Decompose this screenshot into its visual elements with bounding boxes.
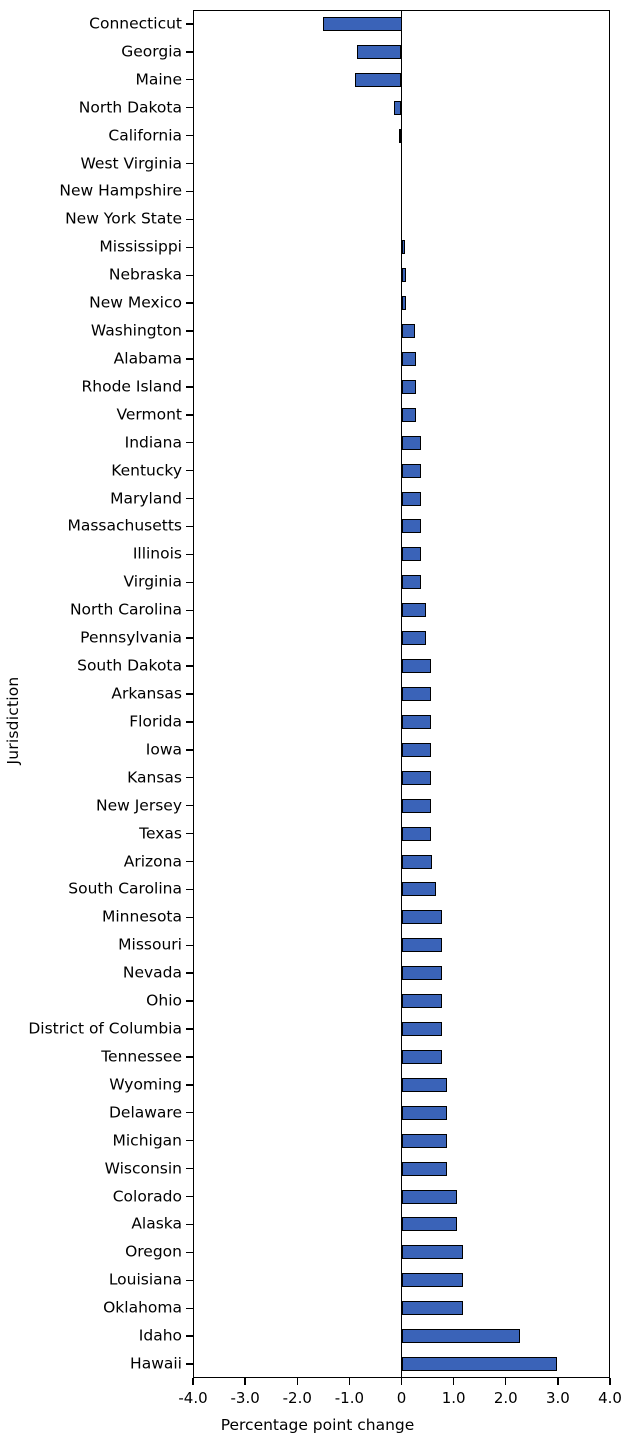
- y-tick: [186, 1084, 193, 1085]
- y-tick: [186, 498, 193, 499]
- bar: [402, 855, 432, 869]
- bar: [402, 938, 442, 952]
- y-tick: [186, 414, 193, 415]
- y-tick: [186, 1252, 193, 1253]
- y-tick: [186, 23, 193, 24]
- x-tick: [453, 1378, 454, 1385]
- y-axis-tick-label: Oregon: [125, 1242, 182, 1261]
- bar: [402, 1190, 458, 1204]
- y-axis-tick-label: Delaware: [108, 1103, 182, 1122]
- bar: [402, 743, 432, 757]
- y-axis-tick-label: Hawaii: [130, 1354, 182, 1373]
- y-axis-tick-label: New Hampshire: [59, 181, 182, 200]
- bar: [402, 687, 432, 701]
- y-tick: [186, 972, 193, 973]
- y-axis-tick-label: Washington: [90, 321, 182, 340]
- bar: [402, 827, 432, 841]
- y-axis-tick-label: New York State: [65, 209, 182, 228]
- x-tick: [244, 1378, 245, 1385]
- y-axis-tick-label: Arizona: [123, 851, 182, 870]
- y-axis-tick-label: Nebraska: [108, 265, 182, 284]
- y-tick: [186, 1112, 193, 1113]
- y-axis-tick-label: Kentucky: [111, 460, 182, 479]
- y-axis-tick-label: Tennessee: [101, 1047, 182, 1066]
- y-tick: [186, 945, 193, 946]
- y-tick: [186, 637, 193, 638]
- bar: [402, 464, 421, 478]
- bar: [402, 268, 406, 282]
- x-tick-label: -2.0: [282, 1389, 312, 1407]
- y-tick: [186, 1280, 193, 1281]
- x-tick-label: 3.0: [545, 1389, 570, 1407]
- y-tick: [186, 665, 193, 666]
- y-tick: [186, 917, 193, 918]
- y-tick: [186, 163, 193, 164]
- x-axis-title: Percentage point change: [220, 1416, 415, 1434]
- bar: [402, 1301, 464, 1315]
- bar: [402, 547, 422, 561]
- y-axis-tick-label: Louisiana: [108, 1270, 182, 1289]
- bar: [402, 1273, 464, 1287]
- x-tick: [192, 1378, 193, 1385]
- bar: [402, 799, 432, 813]
- y-axis-tick-label: Virginia: [123, 572, 182, 591]
- x-tick-label: 0: [396, 1389, 407, 1407]
- x-tick-label: -3.0: [230, 1389, 260, 1407]
- y-tick: [186, 749, 193, 750]
- bar: [323, 17, 401, 31]
- x-tick: [401, 1378, 402, 1385]
- bar: [402, 1134, 448, 1148]
- bar: [402, 715, 432, 729]
- bar: [402, 1245, 464, 1259]
- y-tick: [186, 833, 193, 834]
- y-axis-tick-label: Rhode Island: [81, 377, 182, 396]
- bar: [402, 296, 406, 310]
- x-tick: [609, 1378, 610, 1385]
- bar: [402, 240, 406, 254]
- bar: [402, 882, 437, 896]
- y-tick: [186, 330, 193, 331]
- y-axis-title: Jurisdiction: [4, 676, 22, 765]
- y-axis-tick-label: Mississippi: [99, 237, 182, 256]
- y-axis-tick-label: Ohio: [146, 991, 182, 1010]
- bar: [357, 45, 401, 59]
- y-axis-tick-label: Massachusetts: [67, 516, 182, 535]
- y-tick: [186, 247, 193, 248]
- y-axis-tick-label: Iowa: [145, 740, 182, 759]
- y-axis-tick-label: Indiana: [124, 432, 182, 451]
- y-tick: [186, 805, 193, 806]
- y-axis-tick-label: Florida: [129, 712, 182, 731]
- x-tick: [297, 1378, 298, 1385]
- y-axis-tick-label: California: [108, 125, 182, 144]
- y-tick: [186, 358, 193, 359]
- bar: [402, 1217, 458, 1231]
- y-tick: [186, 1196, 193, 1197]
- y-axis-tick-label: Arkansas: [111, 684, 182, 703]
- bar: [402, 1329, 521, 1343]
- y-axis-tick-label: Colorado: [112, 1186, 182, 1205]
- y-axis-tick-label: Connecticut: [89, 14, 182, 33]
- y-axis-tick-label: North Dakota: [78, 97, 182, 116]
- bar: [402, 1357, 557, 1371]
- y-axis-tick-label: New Mexico: [89, 293, 182, 312]
- y-tick: [186, 693, 193, 694]
- y-axis-tick-label: Idaho: [138, 1326, 182, 1345]
- bar: [402, 994, 442, 1008]
- y-tick: [186, 721, 193, 722]
- y-tick: [186, 526, 193, 527]
- y-tick: [186, 386, 193, 387]
- y-axis-tick-label: Pennsylvania: [80, 628, 182, 647]
- y-tick: [186, 889, 193, 890]
- y-tick: [186, 1308, 193, 1309]
- y-tick: [186, 302, 193, 303]
- y-tick: [186, 51, 193, 52]
- y-tick: [186, 1140, 193, 1141]
- y-tick: [186, 554, 193, 555]
- y-axis-tick-label: Georgia: [121, 42, 182, 61]
- y-axis-tick-label: West Virginia: [80, 153, 182, 172]
- y-axis-tick-label: Nevada: [122, 963, 182, 982]
- y-tick: [186, 107, 193, 108]
- bar: [402, 771, 432, 785]
- bar: [394, 101, 402, 115]
- y-axis-tick-label: New Jersey: [96, 795, 182, 814]
- y-tick: [186, 470, 193, 471]
- x-tick-label: -1.0: [334, 1389, 365, 1407]
- bar: [402, 659, 432, 673]
- x-tick: [349, 1378, 350, 1385]
- bar: [402, 519, 422, 533]
- y-tick: [186, 1363, 193, 1364]
- y-axis-tick-label: Wisconsin: [104, 1158, 182, 1177]
- y-axis-tick-label: North Carolina: [69, 600, 182, 619]
- y-axis-tick-label: Vermont: [116, 405, 182, 424]
- bar: [402, 436, 421, 450]
- y-axis-tick-label: Alaska: [131, 1214, 182, 1233]
- y-axis-tick-label: Minnesota: [102, 907, 182, 926]
- y-tick: [186, 1224, 193, 1225]
- y-axis-tick-label: South Carolina: [68, 879, 182, 898]
- y-tick: [186, 79, 193, 80]
- bar: [399, 129, 402, 143]
- x-tick-label: 4.0: [598, 1389, 622, 1407]
- bar: [402, 1050, 442, 1064]
- bar: [402, 1106, 448, 1120]
- x-tick: [557, 1378, 558, 1385]
- y-axis-tick-labels: [0, 0, 182, 1441]
- y-tick: [186, 610, 193, 611]
- y-axis-tick-label: Texas: [139, 823, 182, 842]
- x-tick-label: -4.0: [178, 1389, 208, 1407]
- y-axis-tick-label: Illinois: [132, 544, 182, 563]
- bar: [402, 631, 426, 645]
- bar: [402, 1078, 448, 1092]
- bar: [402, 910, 442, 924]
- y-axis-tick-label: Oklahoma: [103, 1298, 182, 1317]
- y-tick: [186, 442, 193, 443]
- y-tick: [186, 1000, 193, 1001]
- bar: [402, 1162, 448, 1176]
- y-tick: [186, 191, 193, 192]
- y-tick: [186, 1056, 193, 1057]
- y-tick: [186, 219, 193, 220]
- y-tick: [186, 135, 193, 136]
- bar: [402, 575, 422, 589]
- bar: [402, 352, 416, 366]
- y-tick: [186, 582, 193, 583]
- x-tick-label: 2.0: [493, 1389, 518, 1407]
- y-axis-tick-label: Alabama: [113, 349, 182, 368]
- y-tick: [186, 1028, 193, 1029]
- y-axis-tick-label: District of Columbia: [28, 1019, 182, 1038]
- bar: [402, 966, 442, 980]
- y-axis-tick-label: South Dakota: [77, 656, 182, 675]
- y-axis-tick-label: Kansas: [127, 768, 182, 786]
- x-tick-label: 1.0: [441, 1389, 466, 1407]
- y-tick: [186, 1335, 193, 1336]
- bar: [402, 492, 422, 506]
- bar: [402, 1022, 442, 1036]
- y-tick: [186, 777, 193, 778]
- y-tick: [186, 275, 193, 276]
- bar: [402, 603, 426, 617]
- y-axis-tick-label: Maryland: [110, 488, 182, 507]
- bar: [355, 73, 402, 87]
- y-axis-tick-label: Michigan: [112, 1130, 182, 1149]
- bar: [402, 408, 417, 422]
- bar: [402, 380, 417, 394]
- y-tick: [186, 861, 193, 862]
- y-axis-tick-label: Wyoming: [109, 1075, 182, 1094]
- bar: [402, 324, 415, 338]
- y-axis-tick-label: Maine: [135, 70, 182, 89]
- y-tick: [186, 1168, 193, 1169]
- x-tick: [505, 1378, 506, 1385]
- y-axis-tick-label: Missouri: [118, 935, 182, 954]
